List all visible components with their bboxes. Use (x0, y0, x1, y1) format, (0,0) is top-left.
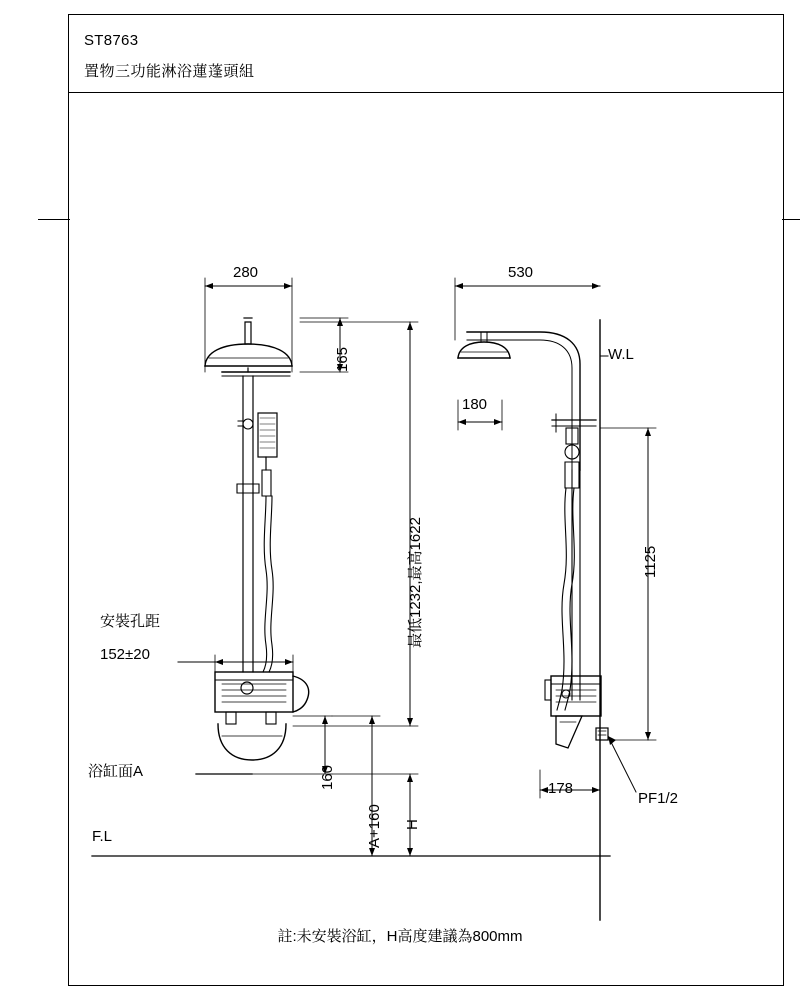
dim-text-178: 178 (548, 780, 574, 797)
dim-text-a-plus-160: A+160 (366, 804, 383, 848)
dim-text-530: 530 (508, 264, 534, 281)
dim-line-152 (178, 655, 293, 676)
dim-text-h: H (404, 819, 421, 830)
dim-line-1125 (600, 428, 656, 740)
leader-pf12 (608, 736, 636, 792)
dim-text-total-range: 最低1232,最高1622 (407, 517, 424, 648)
connection-label: PF1/2 (638, 790, 679, 807)
dim-line-total-range (293, 322, 418, 726)
product-code: ST8763 (84, 32, 139, 49)
dim-text-1125: 1125 (642, 545, 659, 578)
dim-text-280: 280 (233, 264, 259, 281)
product-name: 置物三功能淋浴蓮蓬頭組 (84, 63, 255, 80)
side-handset (552, 414, 596, 710)
dim-text-160: 160 (319, 764, 336, 790)
floor-label: F.L (92, 828, 113, 845)
dim-text-165: 165 (334, 346, 351, 372)
side-mixer-body (545, 676, 608, 748)
wall-line-label: W.L (608, 346, 634, 363)
front-shower-hose (263, 496, 273, 672)
side-shower-head (458, 332, 510, 358)
tub-surface-label: 浴缸面A (88, 763, 144, 780)
front-shower-head (205, 318, 292, 366)
dim-text-180: 180 (462, 396, 488, 413)
dim-line-530 (455, 278, 600, 340)
mount-hole-label: 安裝孔距 (100, 613, 161, 630)
dim-text-152: 152±20 (100, 646, 150, 663)
footnote: 註:未安裝浴缸，H高度建議為800mm (277, 928, 523, 945)
